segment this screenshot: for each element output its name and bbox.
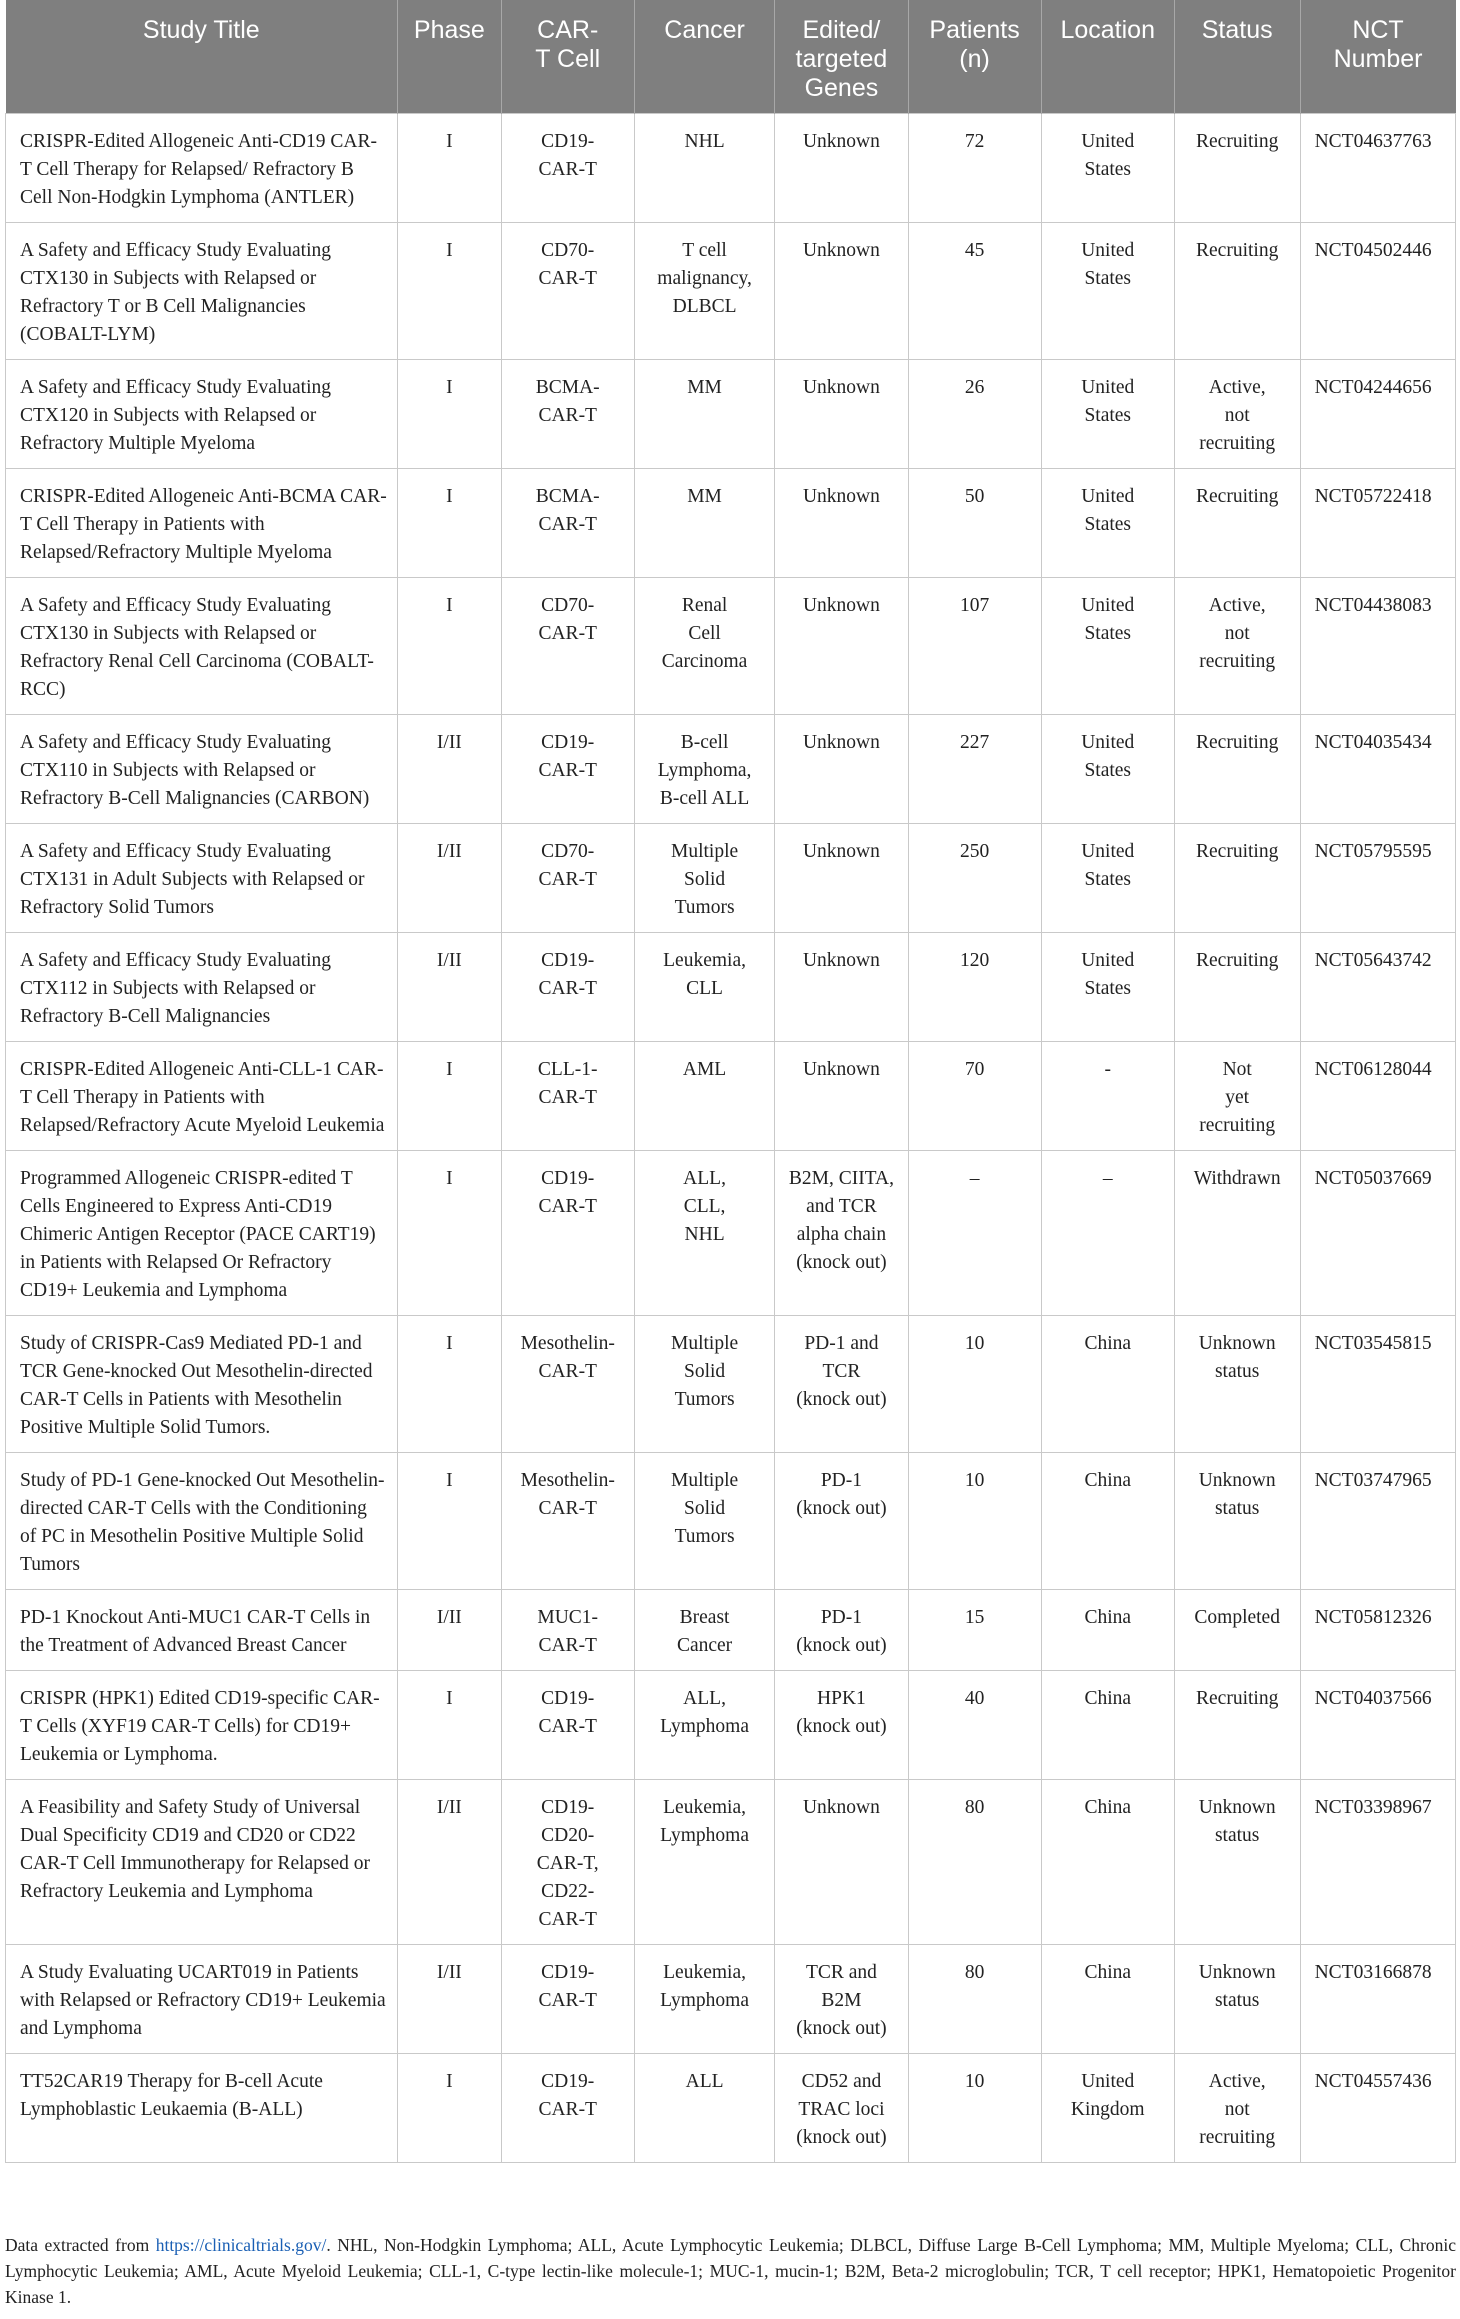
status-cell: Recruiting (1174, 933, 1300, 1042)
status-cell: Recruiting (1174, 223, 1300, 360)
table-row (6, 469, 1456, 578)
edited-genes-cell: B2M, CIITA, and TCR alpha chain (knock out) (775, 1151, 908, 1316)
patients-cell: 227 (908, 715, 1041, 824)
edited-genes-cell: Unknown (775, 114, 908, 223)
location-cell: United States (1041, 114, 1174, 223)
table-row (6, 223, 1456, 360)
study-title-cell: Study of CRISPR-Cas9 Mediated PD-1 and TCR Gene-knocked Out Mesothelin-directed CAR-T Cells in Patients with Mesothelin Positive Multiple Solid Tumors. (6, 1316, 398, 1453)
status-cell: Active, not recruiting (1174, 578, 1300, 715)
patients-cell: – (908, 1151, 1041, 1316)
patients-cell: 120 (908, 933, 1041, 1042)
car-t-cell-cell: Mesothelin- CAR-T (501, 1453, 634, 1590)
study-title-cell: Programmed Allogeneic CRISPR-edited T Cells Engineered to Express Anti-CD19 Chimeric Antigen Receptor (PACE CART19) in Patients with Relapsed Or Refractory CD19+ Leukemia and Lymphoma (6, 1151, 398, 1316)
patients-cell: 50 (908, 469, 1041, 578)
phase-cell: I (398, 578, 502, 715)
patients-cell: 10 (908, 2054, 1041, 2163)
study-title-cell: CRISPR (HPK1) Edited CD19-specific CAR-T Cells (XYF19 CAR-T Cells) for CD19+ Leukemia or Lymphoma. (6, 1671, 398, 1780)
study-title-cell: CRISPR-Edited Allogeneic Anti-BCMA CAR-T Cell Therapy in Patients with Relapsed/Refractory Multiple Myeloma (6, 469, 398, 578)
table-row (6, 1671, 1456, 1780)
nct-number-cell: NCT05795595 (1300, 824, 1455, 933)
status-cell: Recruiting (1174, 114, 1300, 223)
location-cell: China (1041, 1945, 1174, 2054)
patients-cell: 250 (908, 824, 1041, 933)
table-row (6, 933, 1456, 1042)
car-t-cell-cell: CD19- CAR-T (501, 1151, 634, 1316)
status-cell: Unknown status (1174, 1453, 1300, 1590)
table-row (6, 1042, 1456, 1151)
status-cell: Unknown status (1174, 1945, 1300, 2054)
nct-number-cell: NCT04637763 (1300, 114, 1455, 223)
phase-cell: I (398, 1671, 502, 1780)
car-t-cell-cell: BCMA- CAR-T (501, 360, 634, 469)
table-row (6, 114, 1456, 223)
phase-cell: I/II (398, 933, 502, 1042)
phase-cell: I (398, 1316, 502, 1453)
nct-number-cell: NCT04502446 (1300, 223, 1455, 360)
edited-genes-cell: Unknown (775, 824, 908, 933)
phase-cell: I (398, 1042, 502, 1151)
col-cancer-header: Cancer (634, 0, 775, 114)
cancer-cell: Multiple Solid Tumors (634, 824, 775, 933)
location-cell: United States (1041, 360, 1174, 469)
car-t-cell-cell: CD19- CAR-T (501, 715, 634, 824)
car-t-cell-cell: MUC1- CAR-T (501, 1590, 634, 1671)
location-cell: – (1041, 1151, 1174, 1316)
phase-cell: I (398, 1453, 502, 1590)
table-row (6, 360, 1456, 469)
table-row (6, 715, 1456, 824)
table-row (6, 1316, 1456, 1453)
phase-cell: I/II (398, 824, 502, 933)
status-cell: Withdrawn (1174, 1151, 1300, 1316)
table-row (6, 1780, 1456, 1945)
study-title-cell: A Feasibility and Safety Study of Universal Dual Specificity CD19 and CD20 or CD22 CAR-T Cell Immunotherapy for Relapsed or Refractory Leukemia and Lymphoma (6, 1780, 398, 1945)
car-t-cell-cell: CD19- CAR-T (501, 1945, 634, 2054)
phase-cell: I/II (398, 715, 502, 824)
table-row (6, 578, 1456, 715)
location-cell: China (1041, 1590, 1174, 1671)
cancer-cell: Multiple Solid Tumors (634, 1453, 775, 1590)
location-cell: China (1041, 1671, 1174, 1780)
col-phase-header: Phase (398, 0, 502, 114)
cancer-cell: ALL, Lymphoma (634, 1671, 775, 1780)
nct-number-cell: NCT06128044 (1300, 1042, 1455, 1151)
edited-genes-cell: CD52 and TRAC loci (knock out) (775, 2054, 908, 2163)
study-title-cell: Study of PD-1 Gene-knocked Out Mesothelin-directed CAR-T Cells with the Conditioning of PC in Mesothelin Positive Multiple Solid Tumors (6, 1453, 398, 1590)
table-row (6, 1590, 1456, 1671)
patients-cell: 72 (908, 114, 1041, 223)
edited-genes-cell: Unknown (775, 715, 908, 824)
phase-cell: I (398, 360, 502, 469)
cancer-cell: B-cell Lymphoma, B-cell ALL (634, 715, 775, 824)
status-cell: Active, not recruiting (1174, 2054, 1300, 2163)
clinical-trials-table (5, 0, 1456, 2163)
study-title-cell: A Safety and Efficacy Study Evaluating CTX130 in Subjects with Relapsed or Refractory T or B Cell Malignancies (COBALT-LYM) (6, 223, 398, 360)
nct-number-cell: NCT04557436 (1300, 2054, 1455, 2163)
edited-genes-cell: HPK1 (knock out) (775, 1671, 908, 1780)
col-study-title-header: Study Title (6, 0, 398, 114)
clinicaltrials-link[interactable]: https://clinicaltrials.gov/ (155, 2235, 327, 2255)
location-cell: United States (1041, 715, 1174, 824)
location-cell: China (1041, 1453, 1174, 1590)
car-t-cell-cell: BCMA- CAR-T (501, 469, 634, 578)
location-cell: United States (1041, 469, 1174, 578)
status-cell: Recruiting (1174, 824, 1300, 933)
table-row (6, 1453, 1456, 1590)
footnote-prefix: Data extracted from (5, 2235, 156, 2255)
phase-cell: I/II (398, 1780, 502, 1945)
cancer-cell: MM (634, 469, 775, 578)
location-cell: China (1041, 1316, 1174, 1453)
cancer-cell: Leukemia, CLL (634, 933, 775, 1042)
phase-cell: I (398, 223, 502, 360)
status-cell: Not yet recruiting (1174, 1042, 1300, 1151)
edited-genes-cell: Unknown (775, 360, 908, 469)
cancer-cell: Leukemia, Lymphoma (634, 1945, 775, 2054)
phase-cell: I (398, 1151, 502, 1316)
table-row (6, 1945, 1456, 2054)
study-title-cell: CRISPR-Edited Allogeneic Anti-CD19 CAR-T Cell Therapy for Relapsed/ Refractory B Cell Non-Hodgkin Lymphoma (ANTLER) (6, 114, 398, 223)
study-title-cell: CRISPR-Edited Allogeneic Anti-CLL-1 CAR-T Cell Therapy in Patients with Relapsed/Refractory Acute Myeloid Leukemia (6, 1042, 398, 1151)
col-location-header: Location (1041, 0, 1174, 114)
cancer-cell: Breast Cancer (634, 1590, 775, 1671)
cancer-cell: Multiple Solid Tumors (634, 1316, 775, 1453)
status-cell: Active, not recruiting (1174, 360, 1300, 469)
table-footnote (5, 2232, 1456, 2310)
edited-genes-cell: Unknown (775, 578, 908, 715)
col-status-header: Status (1174, 0, 1300, 114)
status-cell: Recruiting (1174, 469, 1300, 578)
car-t-cell-cell: CD70- CAR-T (501, 824, 634, 933)
cancer-cell: NHL (634, 114, 775, 223)
footnote-text: . NHL, Non-Hodgkin Lymphoma; ALL, Acute Lymphocytic Leukemia; DLBCL, Diffuse Large B-Cell Lymphoma; MM, Multiple Myeloma; CLL, Chronic Lymphocytic Leukemia; AML, Acute Myeloid Leukemia; CLL-1, C-type lectin-like molecule-1; MUC-1, mucin-1; B2M, Beta-2 microglobulin; TCR, T cell receptor; HPK1, Hematopoietic Progenitor Kinase 1. (5, 2235, 1456, 2307)
nct-number-cell: NCT04244656 (1300, 360, 1455, 469)
edited-genes-cell: PD-1 (knock out) (775, 1590, 908, 1671)
patients-cell: 70 (908, 1042, 1041, 1151)
nct-number-cell: NCT03747965 (1300, 1453, 1455, 1590)
cancer-cell: ALL (634, 2054, 775, 2163)
location-cell: United States (1041, 933, 1174, 1042)
location-cell: United States (1041, 223, 1174, 360)
study-title-cell: A Safety and Efficacy Study Evaluating CTX131 in Adult Subjects with Relapsed or Refractory Solid Tumors (6, 824, 398, 933)
col-car-t-cell-header: CAR- T Cell (501, 0, 634, 114)
status-cell: Recruiting (1174, 715, 1300, 824)
table-row (6, 824, 1456, 933)
edited-genes-cell: Unknown (775, 223, 908, 360)
car-t-cell-cell: CD19- CAR-T (501, 933, 634, 1042)
edited-genes-cell: PD-1 and TCR (knock out) (775, 1316, 908, 1453)
cancer-cell: Renal Cell Carcinoma (634, 578, 775, 715)
cancer-cell: MM (634, 360, 775, 469)
edited-genes-cell: Unknown (775, 469, 908, 578)
car-t-cell-cell: CD19- CAR-T (501, 114, 634, 223)
car-t-cell-cell: Mesothelin- CAR-T (501, 1316, 634, 1453)
study-title-cell: A Safety and Efficacy Study Evaluating CTX110 in Subjects with Relapsed or Refractory B-Cell Malignancies (CARBON) (6, 715, 398, 824)
edited-genes-cell: TCR and B2M (knock out) (775, 1945, 908, 2054)
status-cell: Completed (1174, 1590, 1300, 1671)
cancer-cell: AML (634, 1042, 775, 1151)
phase-cell: I (398, 469, 502, 578)
edited-genes-cell: Unknown (775, 1042, 908, 1151)
nct-number-cell: NCT03166878 (1300, 1945, 1455, 2054)
location-cell: United States (1041, 824, 1174, 933)
phase-cell: I/II (398, 1590, 502, 1671)
car-t-cell-cell: CD19- CAR-T (501, 1671, 634, 1780)
patients-cell: 80 (908, 1780, 1041, 1945)
edited-genes-cell: PD-1 (knock out) (775, 1453, 908, 1590)
status-cell: Unknown status (1174, 1316, 1300, 1453)
nct-number-cell: NCT04035434 (1300, 715, 1455, 824)
study-title-cell: TT52CAR19 Therapy for B-cell Acute Lymphoblastic Leukaemia (B-ALL) (6, 2054, 398, 2163)
nct-number-cell: NCT05722418 (1300, 469, 1455, 578)
nct-number-cell: NCT03398967 (1300, 1780, 1455, 1945)
col-nct-number-header: NCT Number (1300, 0, 1455, 114)
col-patients-header: Patients (n) (908, 0, 1041, 114)
study-title-cell: A Study Evaluating UCART019 in Patients with Relapsed or Refractory CD19+ Leukemia and Lymphoma (6, 1945, 398, 2054)
phase-cell: I (398, 114, 502, 223)
nct-number-cell: NCT04438083 (1300, 578, 1455, 715)
car-t-cell-cell: CLL-1- CAR-T (501, 1042, 634, 1151)
study-title-cell: A Safety and Efficacy Study Evaluating CTX112 in Subjects with Relapsed or Refractory B-Cell Malignancies (6, 933, 398, 1042)
study-title-cell: PD-1 Knockout Anti-MUC1 CAR-T Cells in the Treatment of Advanced Breast Cancer (6, 1590, 398, 1671)
table-header-row (6, 0, 1456, 114)
patients-cell: 15 (908, 1590, 1041, 1671)
nct-number-cell: NCT03545815 (1300, 1316, 1455, 1453)
cancer-cell: ALL, CLL, NHL (634, 1151, 775, 1316)
location-cell: China (1041, 1780, 1174, 1945)
location-cell: United Kingdom (1041, 2054, 1174, 2163)
table-row (6, 2054, 1456, 2163)
phase-cell: I (398, 2054, 502, 2163)
cancer-cell: Leukemia, Lymphoma (634, 1780, 775, 1945)
cancer-cell: T cell malignancy, DLBCL (634, 223, 775, 360)
car-t-cell-cell: CD70- CAR-T (501, 578, 634, 715)
status-cell: Recruiting (1174, 1671, 1300, 1780)
nct-number-cell: NCT05643742 (1300, 933, 1455, 1042)
patients-cell: 10 (908, 1316, 1041, 1453)
car-t-cell-cell: CD19- CAR-T (501, 2054, 634, 2163)
patients-cell: 10 (908, 1453, 1041, 1590)
nct-number-cell: NCT04037566 (1300, 1671, 1455, 1780)
nct-number-cell: NCT05037669 (1300, 1151, 1455, 1316)
edited-genes-cell: Unknown (775, 1780, 908, 1945)
car-t-cell-cell: CD19- CD20- CAR-T, CD22- CAR-T (501, 1780, 634, 1945)
patients-cell: 26 (908, 360, 1041, 469)
phase-cell: I/II (398, 1945, 502, 2054)
col-edited-genes-header: Edited/ targeted Genes (775, 0, 908, 114)
patients-cell: 107 (908, 578, 1041, 715)
car-t-cell-cell: CD70- CAR-T (501, 223, 634, 360)
status-cell: Unknown status (1174, 1780, 1300, 1945)
nct-number-cell: NCT05812326 (1300, 1590, 1455, 1671)
patients-cell: 40 (908, 1671, 1041, 1780)
patients-cell: 45 (908, 223, 1041, 360)
table-body (6, 114, 1456, 2163)
patients-cell: 80 (908, 1945, 1041, 2054)
study-title-cell: A Safety and Efficacy Study Evaluating CTX130 in Subjects with Relapsed or Refractory Renal Cell Carcinoma (COBALT-RCC) (6, 578, 398, 715)
location-cell: United States (1041, 578, 1174, 715)
edited-genes-cell: Unknown (775, 933, 908, 1042)
study-title-cell: A Safety and Efficacy Study Evaluating CTX120 in Subjects with Relapsed or Refractory Multiple Myeloma (6, 360, 398, 469)
location-cell: - (1041, 1042, 1174, 1151)
table-row (6, 1151, 1456, 1316)
